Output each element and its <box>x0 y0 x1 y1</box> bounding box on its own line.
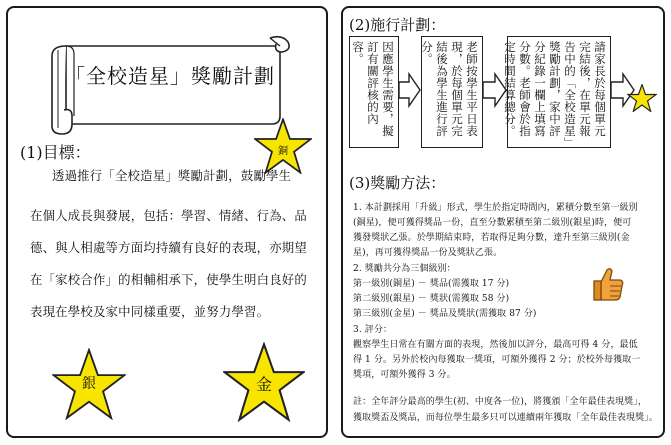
rule-line: 第三級別(金星) － 獎品及獎狀(需獲取 87 分) <box>353 309 537 319</box>
note-line: 註：全年評分最高的學生(初、中度各一位)，將獲頒「全年最佳表現獎」， <box>353 397 647 407</box>
rule-line: 得 1 分。另外於校內每獲取一獎項，可額外獲得 2 分；於校外每獲取一 <box>353 355 641 365</box>
flow-step-1-text: 因應學生需要，擬訂有關評核的內容。 <box>351 41 395 137</box>
goal-line-3: 德、與人相處等方面均持續有良好的表現，亦期望 <box>30 240 307 255</box>
reward-heading: (3)獎勵方法： <box>349 174 446 192</box>
goal-line-2: 在個人成長與發展，包括：學習、情緒、行為、品 <box>30 208 307 223</box>
rule-line: 3. 評分： <box>353 325 393 335</box>
goal-heading: (1)目標： <box>20 143 91 162</box>
rule-line: 星)，再可獲得獎品一份及獎狀乙張。 <box>353 248 503 258</box>
thumbs-up-icon <box>591 266 625 302</box>
plan-heading: (2)施行計劃： <box>349 16 446 34</box>
flow-step-2 <box>421 36 483 148</box>
rule-line: 獲發獎狀乙張。於學期結束時，若取得足夠分數，達升至第三級別(金 <box>353 233 630 243</box>
rule-line: (銅星)，便可獲得獎品一份，直至分數累積至第二級別(銀星)時，便可 <box>353 218 632 228</box>
rule-line: 第二級別(銀星) － 獎狀(需獲取 58 分) <box>353 294 510 304</box>
left-panel <box>6 6 328 438</box>
gold-star-label: 金 <box>255 375 272 394</box>
right-panel <box>341 6 665 438</box>
rule-line: 第一級別(銅星) － 獎品(需獲取 17 分) <box>353 279 510 289</box>
rule-line: 2. 獎勵共分為三個級別： <box>353 264 456 274</box>
page-title: 「全校造星」獎勵計劃 <box>65 64 275 88</box>
flow-step-3-text: 請家長於每個單元完結後，在單元報告中的「全校造星」獎勵計劃，家中評分紀錄一欄上填寫分數。老師會於指定時間結算總分。 <box>503 41 607 144</box>
target-star-icon <box>627 84 657 112</box>
goal-line-1: 透過推行「全校造星」獎勵計劃，鼓勵學生 <box>52 168 292 183</box>
rule-line: 獎項，可額外獲得 3 分。 <box>353 370 456 380</box>
flow-step-2-text: 老師按學生平日表現，於每個單元完結後為學生進行評分。 <box>420 41 479 137</box>
rule-line: 觀察學生日常在有關方面的表現，然後加以評分，最高可得 4 分，最低 <box>353 340 638 350</box>
note-line: 獲取獎盃及獎品，而每位學生最多只可以連續兩年獲取「全年最佳表現獎」。 <box>353 413 658 423</box>
silver-star-label: 銀 <box>82 376 96 392</box>
rule-line: 1. 本計劃採用「升級」形式，學生於指定時間內，累積分數至第一級別 <box>353 203 638 213</box>
arrow-right-icon <box>399 70 421 110</box>
flow-step-1 <box>349 36 399 148</box>
flow-step-3 <box>503 36 611 148</box>
goal-line-5: 表現在學校及家中同樣重要，並努力學習。 <box>30 304 270 319</box>
goal-line-4: 在「家校合作」的相輔相承下，使學生明白良好的 <box>30 272 307 287</box>
copper-star-label: 銅 <box>278 146 288 157</box>
